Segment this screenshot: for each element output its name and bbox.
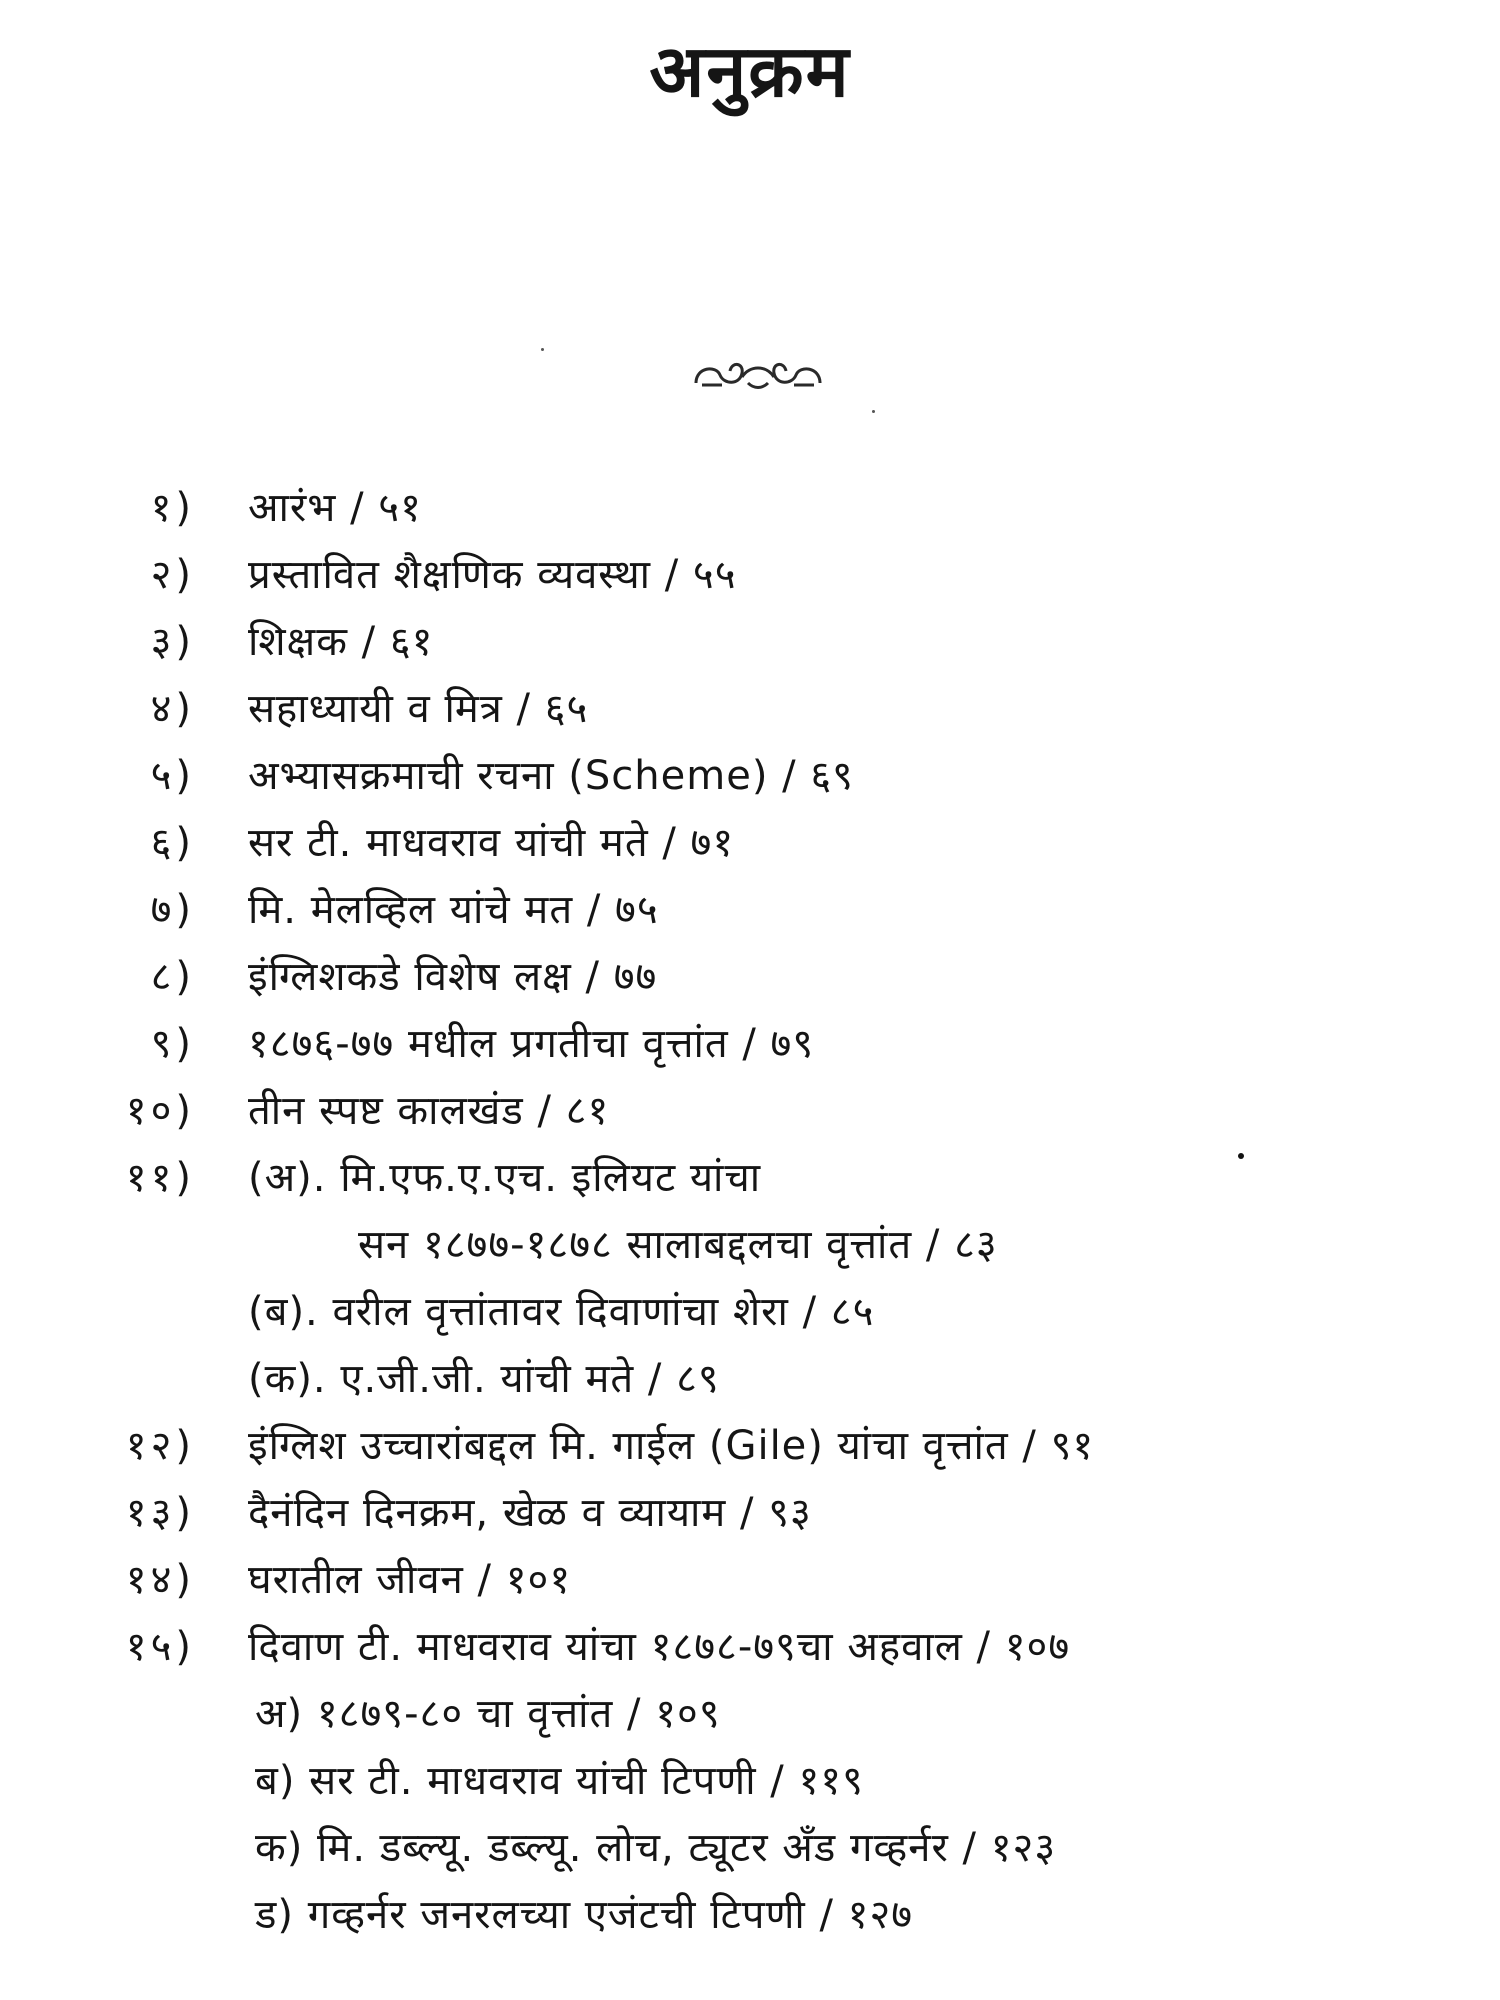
entry-number: ९) [150, 1021, 195, 1067]
entry-number: २) [150, 552, 195, 598]
sub-entry: ड) गव्हर्नर जनरलच्या एजंटची टिपणी / १२७ [255, 1892, 914, 1938]
sub-entry: ब) सर टी. माधवराव यांची टिपणी / ११९ [255, 1758, 864, 1804]
entry-title: शिक्षक / ६१ [248, 619, 434, 665]
scan-speck [541, 348, 544, 351]
sub-entry: (क). ए.जी.जी. यांची मते / ८९ [248, 1356, 720, 1402]
entry-title: आरंभ / ५१ [248, 485, 422, 531]
entry-number: ६) [150, 820, 195, 866]
entry-number: १) [150, 485, 195, 531]
scan-speck [1238, 1153, 1244, 1159]
entry-number: ५) [150, 753, 195, 799]
entry-title: घरातील जीवन / १०१ [248, 1557, 572, 1603]
entry-title: इंग्लिशकडे विशेष लक्ष / ७७ [248, 954, 658, 1000]
entry-number: १४) [125, 1557, 195, 1603]
decorative-flourish-icon [688, 355, 828, 395]
entry-number: १५) [125, 1624, 195, 1670]
sub-entry: अ) १८७९-८० चा वृत्तांत / १०९ [255, 1691, 721, 1737]
entry-number: ८) [150, 954, 195, 1000]
entry-title: सर टी. माधवराव यांची मते / ७१ [248, 820, 735, 866]
sub-entry: (ब). वरील वृत्तांतावर दिवाणांचा शेरा / ८५ [248, 1289, 875, 1335]
entry-title: तीन स्पष्ट कालखंड / ८१ [248, 1088, 610, 1134]
entry-number: ११) [125, 1155, 195, 1201]
entry-number: ४) [150, 686, 195, 732]
entry-title: प्रस्तावित शैक्षणिक व्यवस्था / ५५ [248, 552, 737, 598]
entry-title: अभ्यासक्रमाची रचना (Scheme) / ६९ [248, 753, 854, 799]
entry-continuation: सन १८७७-१८७८ सालाबद्दलचा वृत्तांत / ८३ [358, 1222, 998, 1268]
entry-title: दिवाण टी. माधवराव यांचा १८७८-७९चा अहवाल / १०७ [248, 1624, 1071, 1670]
entry-title: सहाध्यायी व मित्र / ६५ [248, 686, 589, 732]
entry-number: ३) [150, 619, 195, 665]
entry-number: १३) [125, 1490, 195, 1536]
entry-title: दैनंदिन दिनक्रम, खेळ व व्यायाम / ९३ [248, 1490, 812, 1536]
entry-number: १२) [125, 1423, 195, 1469]
scan-speck [872, 410, 875, 413]
entry-title: (अ). मि.एफ.ए.एच. इलियट यांचा [248, 1155, 762, 1201]
entry-number: १०) [125, 1088, 195, 1134]
sub-entry: क) मि. डब्ल्यू. डब्ल्यू. लोच, ट्यूटर अँड गव्हर्नर / १२३ [255, 1825, 1057, 1871]
entry-number: ७) [150, 887, 195, 933]
entry-title: इंग्लिश उच्चारांबद्दल मि. गाईल (Gile) यांचा वृत्तांत / ९१ [248, 1423, 1095, 1469]
entry-title: मि. मेलव्हिल यांचे मत / ७५ [248, 887, 659, 933]
page-title: अनुक्रम [649, 29, 851, 113]
entry-title: १८७६-७७ मधील प्रगतीचा वृत्तांत / ७९ [248, 1021, 815, 1067]
